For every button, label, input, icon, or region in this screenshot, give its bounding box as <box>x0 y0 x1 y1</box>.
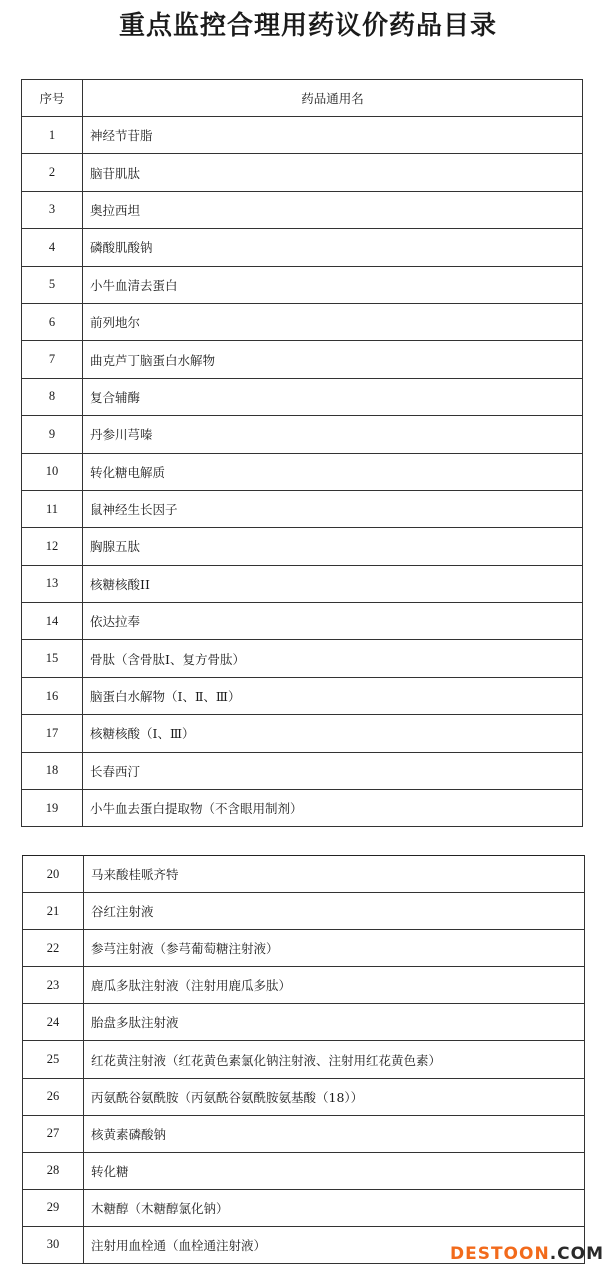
watermark-text-main: DESTOON <box>449 1244 550 1264</box>
table-row <box>22 341 583 378</box>
table-row <box>23 1078 585 1115</box>
row-drug-name: 奥拉西坦 <box>83 191 583 228</box>
table-row <box>22 453 583 490</box>
row-drug-name: 谷红注射液 <box>84 893 585 930</box>
row-drug-name: 丹参川芎嗪 <box>83 416 583 453</box>
row-drug-name: 注射用血栓通（血栓通注射液） <box>84 1226 585 1263</box>
row-serial-number: 29 <box>23 1189 84 1226</box>
row-serial-number: 17 <box>22 715 83 752</box>
watermark-text-suffix: .COM <box>549 1244 604 1264</box>
row-serial-number: 11 <box>22 490 83 527</box>
table-row <box>22 677 583 714</box>
row-serial-number: 13 <box>22 565 83 602</box>
table-row <box>23 1189 585 1226</box>
row-serial-number: 30 <box>23 1226 84 1263</box>
row-drug-name: 长春西汀 <box>83 752 583 789</box>
table-row <box>22 303 583 340</box>
table-row <box>23 856 585 893</box>
row-drug-name: 红花黄注射液（红花黄色素氯化钠注射液、注射用红花黄色素） <box>84 1041 585 1078</box>
row-serial-number: 14 <box>22 603 83 640</box>
table-row <box>23 893 585 930</box>
table-row <box>22 640 583 677</box>
row-serial-number: 10 <box>22 453 83 490</box>
table-row <box>23 1115 585 1152</box>
table-row <box>23 1041 585 1078</box>
table-row <box>22 565 583 602</box>
row-drug-name: 脑苷肌肽 <box>83 154 583 191</box>
row-drug-name: 复合辅酶 <box>83 378 583 415</box>
row-drug-name: 转化糖电解质 <box>83 453 583 490</box>
row-serial-number: 18 <box>22 752 83 789</box>
row-serial-number: 1 <box>22 117 83 154</box>
row-drug-name: 骨肽（含骨肽Ⅰ、复方骨肽） <box>83 640 583 677</box>
row-drug-name: 曲克芦丁脑蛋白水解物 <box>83 341 583 378</box>
drug-table-part-1 <box>21 79 583 827</box>
table-row <box>22 117 583 154</box>
row-serial-number: 9 <box>22 416 83 453</box>
row-serial-number: 27 <box>23 1115 84 1152</box>
row-drug-name: 前列地尔 <box>83 303 583 340</box>
row-serial-number: 28 <box>23 1152 84 1189</box>
row-serial-number: 4 <box>22 229 83 266</box>
row-serial-number: 21 <box>23 893 84 930</box>
document-title: 重点监控合理用药议价药品目录 <box>118 11 497 41</box>
table-row <box>22 603 583 640</box>
table-row <box>23 930 585 967</box>
row-drug-name: 鼠神经生长因子 <box>83 490 583 527</box>
table-row <box>22 266 583 303</box>
table-row <box>22 790 583 827</box>
row-drug-name: 胸腺五肽 <box>83 528 583 565</box>
row-serial-number: 19 <box>22 790 83 827</box>
row-serial-number: 23 <box>23 967 84 1004</box>
row-drug-name: 核糖核酸II <box>83 565 583 602</box>
table-row <box>22 229 583 266</box>
row-serial-number: 15 <box>22 640 83 677</box>
row-drug-name: 胎盘多肽注射液 <box>84 1004 585 1041</box>
row-drug-name: 木糖醇（木糖醇氯化钠） <box>84 1189 585 1226</box>
header-serial-number: 序号 <box>22 80 83 117</box>
table-row <box>22 715 583 752</box>
table-header-row <box>22 80 583 117</box>
row-serial-number: 25 <box>23 1041 84 1078</box>
row-serial-number: 16 <box>22 677 83 714</box>
row-drug-name: 转化糖 <box>84 1152 585 1189</box>
row-serial-number: 5 <box>22 266 83 303</box>
row-serial-number: 3 <box>22 191 83 228</box>
row-drug-name: 参芎注射液（参芎葡萄糖注射液） <box>84 930 585 967</box>
table-row <box>22 528 583 565</box>
row-drug-name: 鹿瓜多肽注射液（注射用鹿瓜多肽） <box>84 967 585 1004</box>
table-row <box>22 378 583 415</box>
row-serial-number: 22 <box>23 930 84 967</box>
table-row <box>22 191 583 228</box>
row-serial-number: 8 <box>22 378 83 415</box>
row-drug-name: 小牛血清去蛋白 <box>83 266 583 303</box>
row-serial-number: 7 <box>22 341 83 378</box>
row-serial-number: 6 <box>22 303 83 340</box>
header-drug-name: 药品通用名 <box>83 80 583 117</box>
row-drug-name: 马来酸桂哌齐特 <box>84 856 585 893</box>
row-serial-number: 20 <box>23 856 84 893</box>
table-row <box>22 752 583 789</box>
row-drug-name: 依达拉奉 <box>83 603 583 640</box>
table-row <box>22 154 583 191</box>
table-row <box>22 490 583 527</box>
row-drug-name: 丙氨酰谷氨酰胺（丙氨酰谷氨酰胺氨基酸（18）） <box>84 1078 585 1115</box>
drug-table-part-2 <box>22 855 585 1264</box>
row-drug-name: 小牛血去蛋白提取物（不含眼用制剂） <box>83 790 583 827</box>
row-drug-name: 核糖核酸（Ⅰ、Ⅲ） <box>83 715 583 752</box>
row-drug-name: 神经节苷脂 <box>83 117 583 154</box>
table-row <box>23 1152 585 1189</box>
row-drug-name: 脑蛋白水解物（Ⅰ、Ⅱ、Ⅲ） <box>83 677 583 714</box>
table-row <box>23 1004 585 1041</box>
row-serial-number: 24 <box>23 1004 84 1041</box>
row-drug-name: 核黄素磷酸钠 <box>84 1115 585 1152</box>
row-drug-name: 磷酸肌酸钠 <box>83 229 583 266</box>
table-row <box>23 967 585 1004</box>
row-serial-number: 12 <box>22 528 83 565</box>
watermark-logo <box>450 1244 604 1264</box>
row-serial-number: 2 <box>22 154 83 191</box>
table-row <box>22 416 583 453</box>
row-serial-number: 26 <box>23 1078 84 1115</box>
